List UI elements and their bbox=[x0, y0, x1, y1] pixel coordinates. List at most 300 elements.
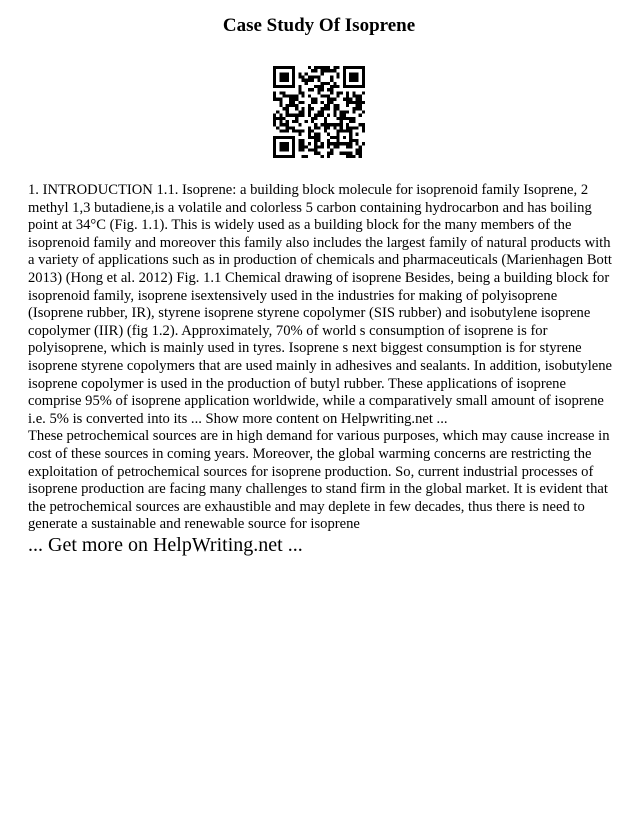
qr-module bbox=[362, 101, 365, 104]
qr-module bbox=[295, 107, 298, 110]
qr-module bbox=[327, 114, 330, 117]
qr-module bbox=[302, 114, 305, 117]
qr-module bbox=[349, 72, 352, 75]
qr-module bbox=[308, 142, 311, 145]
qr-module bbox=[330, 148, 333, 151]
qr-module bbox=[355, 152, 358, 155]
qr-module bbox=[340, 129, 343, 132]
qr-module bbox=[286, 136, 289, 139]
qr-module bbox=[327, 126, 330, 129]
qr-module bbox=[359, 148, 362, 151]
qr-module bbox=[327, 66, 330, 69]
qr-module bbox=[343, 129, 346, 132]
qr-module bbox=[317, 136, 320, 139]
qr-module bbox=[333, 82, 336, 85]
qr-module bbox=[321, 66, 324, 69]
qr-module bbox=[349, 129, 352, 132]
qr-module bbox=[273, 152, 276, 155]
qr-module bbox=[327, 88, 330, 91]
qr-module bbox=[330, 142, 333, 145]
qr-code-graphic bbox=[273, 66, 365, 158]
qr-module bbox=[314, 136, 317, 139]
qr-module bbox=[283, 107, 286, 110]
qr-module bbox=[343, 79, 346, 82]
qr-module bbox=[283, 79, 286, 82]
qr-module bbox=[333, 85, 336, 88]
qr-module bbox=[279, 91, 282, 94]
qr-module bbox=[346, 91, 349, 94]
qr-module bbox=[273, 117, 276, 120]
qr-module bbox=[292, 136, 295, 139]
qr-module bbox=[311, 98, 314, 101]
qr-module bbox=[355, 79, 358, 82]
qr-module bbox=[346, 66, 349, 69]
qr-module bbox=[321, 107, 324, 110]
qr-module bbox=[302, 95, 305, 98]
qr-module bbox=[349, 66, 352, 69]
qr-module bbox=[333, 107, 336, 110]
qr-module bbox=[336, 136, 339, 139]
qr-module bbox=[286, 114, 289, 117]
qr-module bbox=[346, 126, 349, 129]
qr-module bbox=[330, 76, 333, 79]
qr-module bbox=[279, 85, 282, 88]
qr-module bbox=[286, 110, 289, 113]
qr-module bbox=[336, 104, 339, 107]
qr-module bbox=[362, 91, 365, 94]
qr-module bbox=[279, 72, 282, 75]
qr-module bbox=[302, 139, 305, 142]
qr-module bbox=[302, 101, 305, 104]
qr-module bbox=[314, 123, 317, 126]
qr-module bbox=[336, 91, 339, 94]
qr-module bbox=[362, 129, 365, 132]
qr-module bbox=[308, 66, 311, 69]
qr-module bbox=[292, 114, 295, 117]
qr-module bbox=[279, 66, 282, 69]
qr-module bbox=[355, 85, 358, 88]
qr-module bbox=[314, 69, 317, 72]
qr-module bbox=[349, 142, 352, 145]
qr-module bbox=[292, 126, 295, 129]
qr-module bbox=[336, 123, 339, 126]
qr-module bbox=[343, 110, 346, 113]
qr-module bbox=[349, 155, 352, 158]
get-more-link[interactable]: ... Get more on HelpWriting.net ... bbox=[28, 534, 303, 556]
qr-module bbox=[321, 101, 324, 104]
qr-module bbox=[295, 117, 298, 120]
qr-module bbox=[349, 133, 352, 136]
qr-module bbox=[321, 142, 324, 145]
qr-module bbox=[349, 79, 352, 82]
qr-module bbox=[298, 88, 301, 91]
qr-module bbox=[333, 110, 336, 113]
qr-module bbox=[308, 129, 311, 132]
qr-module bbox=[289, 66, 292, 69]
qr-module bbox=[286, 155, 289, 158]
qr-module bbox=[321, 145, 324, 148]
qr-module bbox=[308, 79, 311, 82]
qr-module bbox=[286, 104, 289, 107]
qr-module bbox=[314, 114, 317, 117]
qr-module bbox=[279, 79, 282, 82]
qr-module bbox=[327, 104, 330, 107]
qr-module bbox=[336, 129, 339, 132]
qr-module bbox=[302, 148, 305, 151]
qr-module bbox=[327, 139, 330, 142]
qr-module bbox=[352, 139, 355, 142]
qr-module bbox=[283, 129, 286, 132]
qr-module bbox=[336, 72, 339, 75]
qr-module bbox=[352, 120, 355, 123]
qr-module bbox=[349, 145, 352, 148]
qr-module bbox=[317, 133, 320, 136]
qr-module bbox=[295, 129, 298, 132]
qr-module bbox=[352, 110, 355, 113]
qr-module bbox=[279, 104, 282, 107]
qr-module bbox=[308, 88, 311, 91]
qr-module bbox=[286, 123, 289, 126]
qr-module bbox=[324, 66, 327, 69]
qr-module bbox=[283, 136, 286, 139]
qr-module bbox=[340, 120, 343, 123]
qr-module bbox=[298, 101, 301, 104]
qr-module bbox=[330, 69, 333, 72]
qr-module bbox=[273, 85, 276, 88]
qr-module bbox=[276, 66, 279, 69]
qr-module bbox=[273, 91, 276, 94]
qr-module bbox=[314, 76, 317, 79]
qr-module bbox=[333, 98, 336, 101]
qr-module bbox=[276, 117, 279, 120]
qr-module bbox=[324, 126, 327, 129]
qr-module bbox=[362, 123, 365, 126]
qr-module bbox=[359, 66, 362, 69]
qr-module bbox=[321, 88, 324, 91]
qr-module bbox=[346, 129, 349, 132]
qr-module bbox=[352, 72, 355, 75]
qr-module bbox=[333, 126, 336, 129]
qr-module bbox=[324, 123, 327, 126]
qr-module bbox=[359, 101, 362, 104]
qr-module bbox=[336, 66, 339, 69]
qr-module bbox=[349, 85, 352, 88]
qr-module bbox=[273, 114, 276, 117]
qr-module bbox=[308, 76, 311, 79]
qr-module bbox=[355, 126, 358, 129]
qr-module bbox=[321, 95, 324, 98]
qr-module bbox=[330, 88, 333, 91]
qr-module bbox=[352, 155, 355, 158]
qr-module bbox=[330, 101, 333, 104]
qr-module bbox=[336, 139, 339, 142]
qr-module bbox=[362, 82, 365, 85]
qr-module bbox=[314, 98, 317, 101]
qr-module bbox=[308, 104, 311, 107]
qr-module bbox=[302, 91, 305, 94]
qr-module bbox=[321, 85, 324, 88]
qr-module bbox=[286, 120, 289, 123]
qr-module bbox=[352, 126, 355, 129]
qr-module bbox=[311, 101, 314, 104]
qr-module bbox=[333, 114, 336, 117]
qr-module bbox=[336, 95, 339, 98]
qr-module bbox=[324, 117, 327, 120]
qr-module bbox=[302, 110, 305, 113]
qr-module bbox=[298, 91, 301, 94]
qr-module bbox=[340, 114, 343, 117]
qr-module bbox=[317, 145, 320, 148]
qr-module bbox=[317, 66, 320, 69]
qr-module bbox=[311, 107, 314, 110]
qr-module bbox=[346, 98, 349, 101]
qr-module bbox=[292, 142, 295, 145]
qr-module bbox=[321, 72, 324, 75]
qr-module bbox=[324, 95, 327, 98]
qr-module bbox=[292, 79, 295, 82]
qr-module bbox=[273, 66, 276, 69]
qr-module bbox=[314, 101, 317, 104]
qr-module bbox=[340, 117, 343, 120]
qr-module bbox=[283, 91, 286, 94]
qr-module bbox=[352, 79, 355, 82]
qr-module bbox=[298, 85, 301, 88]
qr-module bbox=[336, 145, 339, 148]
qr-module bbox=[352, 117, 355, 120]
qr-module bbox=[327, 152, 330, 155]
qr-module bbox=[302, 79, 305, 82]
qr-module bbox=[352, 66, 355, 69]
qr-module bbox=[343, 85, 346, 88]
qr-module bbox=[314, 117, 317, 120]
qr-module bbox=[273, 69, 276, 72]
qr-module bbox=[314, 152, 317, 155]
qr-module bbox=[286, 95, 289, 98]
qr-module bbox=[289, 114, 292, 117]
qr-module bbox=[289, 85, 292, 88]
qr-module bbox=[273, 123, 276, 126]
qr-module bbox=[286, 66, 289, 69]
qr-module bbox=[289, 104, 292, 107]
qr-module bbox=[305, 82, 308, 85]
qr-module bbox=[359, 114, 362, 117]
qr-module bbox=[327, 101, 330, 104]
qr-module bbox=[359, 98, 362, 101]
qr-module bbox=[273, 139, 276, 142]
qr-module bbox=[283, 95, 286, 98]
qr-module bbox=[336, 117, 339, 120]
qr-module bbox=[355, 66, 358, 69]
qr-module bbox=[292, 155, 295, 158]
qr-module bbox=[311, 148, 314, 151]
paragraph-petrochemical: These petrochemical sources are in high demand for various purposes, which may cause increase in cost of these sources in coming years. Moreover, the global warming concerns are restricting the exploitation of petrochemical sources for isoprene production. So, current industrial processes of isoprene production are facing many challenges to stand firm in the global market. It is evident that the petrochemical sources are exhaustible and may deplete in few decades, thus there is need to generate a sustainable and renewable source for isoprene bbox=[28, 428, 610, 533]
qr-module bbox=[283, 148, 286, 151]
qr-module bbox=[308, 126, 311, 129]
qr-module bbox=[343, 114, 346, 117]
qr-module bbox=[273, 95, 276, 98]
qr-module bbox=[292, 101, 295, 104]
qr-module bbox=[279, 155, 282, 158]
qr-module bbox=[279, 117, 282, 120]
qr-module bbox=[305, 120, 308, 123]
qr-module bbox=[289, 101, 292, 104]
qr-module bbox=[292, 120, 295, 123]
qr-module bbox=[292, 152, 295, 155]
qr-module bbox=[352, 85, 355, 88]
qr-module bbox=[333, 69, 336, 72]
qr-module bbox=[327, 98, 330, 101]
qr-module bbox=[286, 148, 289, 151]
qr-module bbox=[279, 98, 282, 101]
qr-module bbox=[314, 133, 317, 136]
qr-module bbox=[333, 142, 336, 145]
qr-module bbox=[283, 145, 286, 148]
qr-module bbox=[279, 145, 282, 148]
qr-module bbox=[327, 69, 330, 72]
qr-module bbox=[317, 139, 320, 142]
qr-module bbox=[314, 139, 317, 142]
qr-module bbox=[289, 126, 292, 129]
qr-module bbox=[308, 110, 311, 113]
qr-module bbox=[289, 155, 292, 158]
qr-module bbox=[279, 142, 282, 145]
qr-module bbox=[286, 129, 289, 132]
qr-module bbox=[327, 107, 330, 110]
qr-module bbox=[317, 79, 320, 82]
qr-module bbox=[286, 126, 289, 129]
qr-module bbox=[292, 72, 295, 75]
qr-module bbox=[308, 114, 311, 117]
qr-module bbox=[355, 133, 358, 136]
qr-module bbox=[273, 82, 276, 85]
qr-module bbox=[311, 117, 314, 120]
qr-module bbox=[286, 142, 289, 145]
qr-module bbox=[305, 72, 308, 75]
qr-module bbox=[289, 136, 292, 139]
qr-module bbox=[336, 76, 339, 79]
qr-module bbox=[292, 95, 295, 98]
qr-code-icon[interactable] bbox=[273, 66, 365, 158]
qr-module bbox=[305, 155, 308, 158]
qr-module bbox=[276, 136, 279, 139]
qr-module bbox=[292, 145, 295, 148]
qr-module bbox=[346, 85, 349, 88]
qr-module bbox=[308, 148, 311, 151]
qr-module bbox=[346, 142, 349, 145]
qr-module bbox=[298, 139, 301, 142]
qr-module bbox=[355, 104, 358, 107]
qr-module bbox=[279, 120, 282, 123]
qr-module bbox=[343, 136, 346, 139]
qr-module bbox=[340, 126, 343, 129]
qr-module bbox=[292, 76, 295, 79]
qr-module bbox=[327, 133, 330, 136]
qr-module bbox=[279, 148, 282, 151]
qr-module bbox=[283, 117, 286, 120]
qr-module bbox=[343, 142, 346, 145]
qr-module bbox=[276, 85, 279, 88]
qr-module bbox=[343, 66, 346, 69]
qr-module bbox=[346, 101, 349, 104]
qr-module bbox=[273, 136, 276, 139]
qr-module bbox=[308, 107, 311, 110]
qr-module bbox=[362, 79, 365, 82]
qr-module bbox=[276, 98, 279, 101]
qr-module bbox=[314, 145, 317, 148]
qr-module bbox=[314, 142, 317, 145]
qr-module bbox=[346, 145, 349, 148]
qr-module bbox=[273, 120, 276, 123]
qr-module bbox=[286, 72, 289, 75]
qr-module bbox=[327, 95, 330, 98]
qr-module bbox=[273, 72, 276, 75]
qr-module bbox=[292, 148, 295, 151]
qr-module bbox=[295, 114, 298, 117]
qr-module bbox=[336, 107, 339, 110]
qr-module bbox=[279, 123, 282, 126]
qr-module bbox=[276, 110, 279, 113]
qr-module bbox=[279, 76, 282, 79]
qr-module bbox=[298, 129, 301, 132]
qr-module bbox=[292, 104, 295, 107]
qr-module bbox=[336, 133, 339, 136]
qr-module bbox=[302, 129, 305, 132]
qr-module bbox=[302, 155, 305, 158]
qr-module bbox=[298, 72, 301, 75]
qr-module bbox=[349, 117, 352, 120]
qr-module bbox=[362, 69, 365, 72]
qr-module bbox=[327, 142, 330, 145]
qr-module bbox=[349, 98, 352, 101]
qr-module bbox=[283, 66, 286, 69]
qr-module bbox=[317, 110, 320, 113]
qr-module bbox=[359, 155, 362, 158]
qr-module bbox=[330, 123, 333, 126]
qr-module bbox=[292, 139, 295, 142]
qr-module bbox=[276, 126, 279, 129]
qr-module bbox=[302, 107, 305, 110]
qr-module bbox=[359, 152, 362, 155]
qr-module bbox=[324, 120, 327, 123]
qr-module bbox=[311, 136, 314, 139]
qr-module bbox=[317, 76, 320, 79]
qr-module bbox=[308, 136, 311, 139]
qr-module bbox=[289, 98, 292, 101]
qr-module bbox=[362, 72, 365, 75]
qr-module bbox=[298, 123, 301, 126]
qr-module bbox=[292, 98, 295, 101]
qr-module bbox=[333, 66, 336, 69]
qr-module bbox=[273, 155, 276, 158]
qr-module bbox=[324, 69, 327, 72]
qr-module bbox=[283, 123, 286, 126]
qr-module bbox=[317, 114, 320, 117]
qr-module bbox=[346, 123, 349, 126]
qr-module bbox=[298, 145, 301, 148]
qr-module bbox=[340, 91, 343, 94]
qr-module bbox=[327, 82, 330, 85]
qr-module bbox=[321, 82, 324, 85]
qr-module bbox=[324, 129, 327, 132]
qr-module bbox=[298, 76, 301, 79]
qr-module bbox=[321, 114, 324, 117]
qr-module bbox=[359, 95, 362, 98]
qr-module bbox=[352, 95, 355, 98]
qr-module bbox=[298, 133, 301, 136]
qr-module bbox=[362, 142, 365, 145]
qr-module bbox=[283, 142, 286, 145]
qr-module bbox=[311, 69, 314, 72]
